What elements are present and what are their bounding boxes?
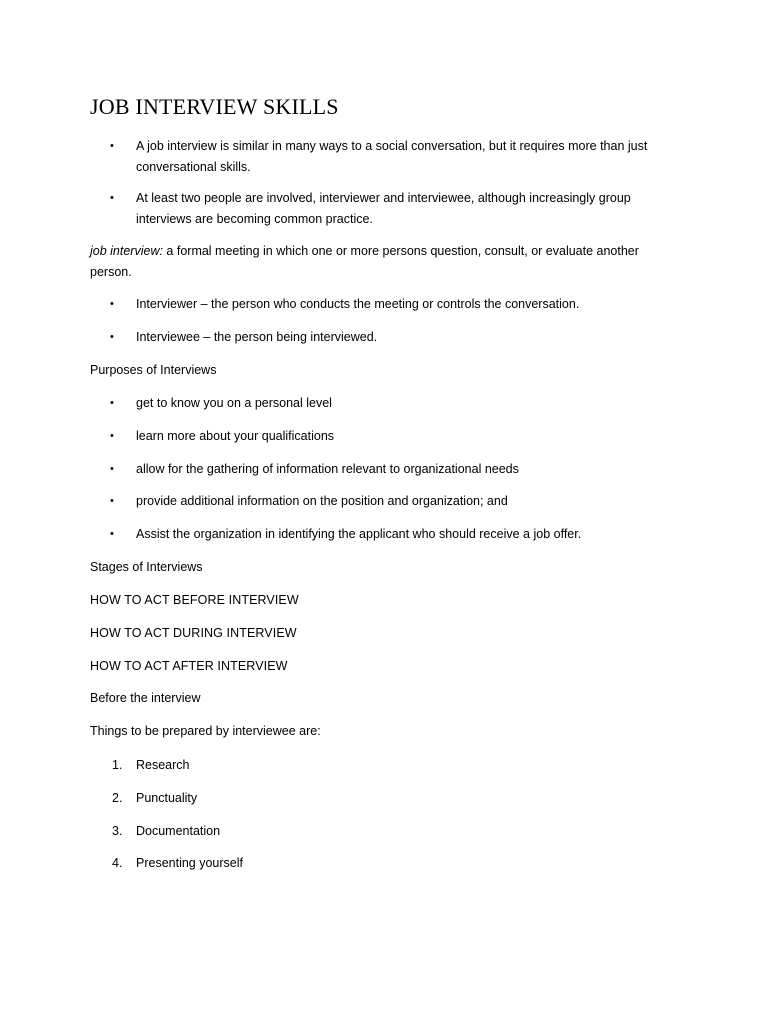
item-text: Punctuality [136,791,198,805]
bullet-icon: • [110,495,114,507]
numbered-item [112,788,512,808]
list-item-text: allow for the gathering of information relevant to organizational needs [136,462,519,476]
purposes-heading: Purposes of Interviews [90,363,217,377]
bullet-icon: • [110,463,114,475]
item-text: Documentation [136,824,221,838]
definition-term: job interview: [90,244,163,258]
list-item-text: A job interview is similar in many ways to a social conversation, but it requires more than just conversational skills. [136,139,648,174]
bullet-icon: • [110,528,114,540]
bullet-icon: • [110,298,114,310]
list-item-text: get to know you on a personal level [136,396,332,410]
bullet-icon: • [110,140,114,152]
list-item-text: learn more about your qualifications [136,429,335,443]
list-item [110,294,680,315]
stages-heading: Stages of Interviews [90,560,203,574]
list-item [110,459,680,480]
list-item [110,524,680,545]
prepared-heading: Things to be prepared by interviewee are: [90,724,321,738]
stage-line: HOW TO ACT DURING INTERVIEW [90,626,297,640]
definition-paragraph [90,241,680,282]
item-text: Research [136,758,190,772]
list-item [110,327,680,348]
bullet-icon: • [110,430,114,442]
list-item-text: Interviewer – the person who conducts the meeting or controls the conversation. [136,297,580,311]
item-text: Presenting yourself [136,856,244,870]
list-item [110,426,680,447]
numbered-item [112,853,512,873]
item-number: 4. [112,856,123,870]
item-number: 3. [112,824,123,838]
bullet-icon: • [110,331,114,343]
list-item-text: Interviewee – the person being interviewed. [136,330,378,344]
document-title: JOB INTERVIEW SKILLS [90,94,339,119]
numbered-item [112,755,512,775]
list-item-text: provide additional information on the position and organization; and [136,494,508,508]
bullet-icon: • [110,397,114,409]
definition-text: a formal meeting in which one or more persons question, consult, or evaluate another person. [90,244,639,279]
bullet-icon: • [110,192,114,204]
list-item [110,393,680,414]
list-item [110,491,680,512]
list-item-text: At least two people are involved, interviewer and interviewee, although increasingly group interviews are becoming common practice. [136,191,631,226]
list-item [110,188,680,229]
item-number: 2. [112,791,123,805]
before-heading: Before the interview [90,691,201,705]
item-number: 1. [112,758,123,772]
numbered-item [112,821,512,841]
list-item-text: Assist the organization in identifying the applicant who should receive a job offer. [136,527,582,541]
list-item [110,136,680,177]
stage-line: HOW TO ACT BEFORE INTERVIEW [90,593,299,607]
stage-line: HOW TO ACT AFTER INTERVIEW [90,659,288,673]
